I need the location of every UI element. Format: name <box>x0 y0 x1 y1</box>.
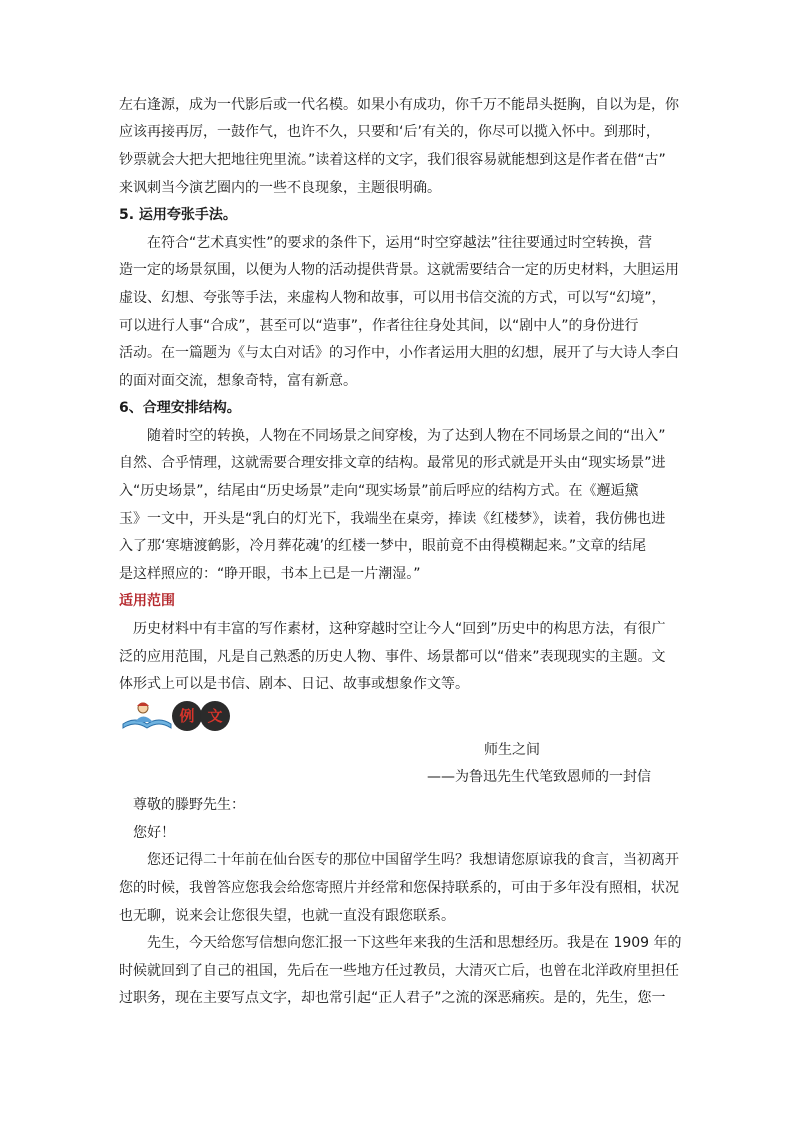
text-line: 自然、合乎情理，这就需要合理安排文章的结构。最常见的形式就是开头由“现实场景”进 <box>119 455 666 471</box>
essay-subtitle: ——为鲁迅先生代笔致恩师的一封信 <box>427 769 651 785</box>
text-line: 也无聊，说来会让您很失望，也就一直没有跟您联系。 <box>119 908 455 924</box>
text-line: 玉》一文中，开头是“乳白的灯光下，我端坐在桌旁，捧读《红楼梦》，读着，我仿佛也进 <box>119 511 666 527</box>
section-heading-5: 5. 运用夸张手法。 <box>119 207 237 223</box>
text-line: 左右逢源，成为一代影后或一代名模。如果小有成功，你千万不能昂头挺胸，自以为是，你 <box>119 97 679 113</box>
text-line: 虚设、幻想、夸张等手法，来虚构人物和故事，可以用书信交流的方式，可以写“幻境”， <box>119 290 666 306</box>
text-line: 钞票就会大把大把地往兜里流。”读着这样的文字，我们很容易就能想到这是作者在借“古” <box>119 152 666 168</box>
text-line: 您的时候，我曾答应您我会给您寄照片并经常和您保持联系的，可由于多年没有照相，状况 <box>119 880 679 896</box>
text-line: 应该再接再厉，一鼓作气，也许不久，只要和‘后’有关的，你尽可以揽入怀中。到那时， <box>119 124 660 140</box>
text-line: 您还记得二十年前在仙台医专的那位中国留学生吗？我想请您原谅我的食言，当初离开 <box>147 852 679 868</box>
text-line: 在符合“艺术真实性”的要求的条件下，运用“时空穿越法”往往要通过时空转换，营 <box>147 235 653 251</box>
logo-char-2: 文 <box>207 707 223 725</box>
text-line: 历史材料中有丰富的写作素材，这种穿越时空让今人“回到”历史中的构思方法，有很广 <box>133 621 666 637</box>
text-line: 先生，今天给您写信想向您汇报一下这些年来我的生活和思想经历。我是在 1909 年的 <box>147 935 682 951</box>
text-line: 泛的应用范围，凡是自己熟悉的历史人物、事件、场景都可以“借来”表现现实的主题。文 <box>119 649 666 665</box>
logo-char-1: 例 <box>179 707 195 725</box>
text-line: 过职务，现在主要写点文字，却也常引起“正人君子”之流的深恶痛疾。是的，先生，您一 <box>119 990 666 1006</box>
scope-heading: 适用范围 <box>119 593 175 609</box>
example-essay-logo <box>119 698 231 734</box>
text-line: 是这样照应的：“睁开眼，书本上已是一片潮湿。” <box>119 566 421 582</box>
text-line: 时候就回到了自己的祖国，先后在一些地方任过教员，大清灭亡后，也曾在北洋政府里担任 <box>119 963 679 979</box>
text-line: 可以进行人事“合成”，甚至可以“造事”，作者往往身处其间，以“剧中人”的身份进行 <box>119 318 639 334</box>
text-line: 造一定的场景氛围，以便为人物的活动提供背景。这就需要结合一定的历史材料，大胆运用 <box>119 262 679 278</box>
text-line: 活动。在一篇题为《与太白对话》的习作中，小作者运用大胆的幻想，展开了与大诗人李白 <box>119 345 679 361</box>
text-line: 随着时空的转换，人物在不同场景之间穿梭，为了达到人物在不同场景之间的“出入” <box>147 428 666 444</box>
student-reading-icon <box>119 698 231 734</box>
letter-salutation: 尊敬的滕野先生： <box>133 797 245 813</box>
letter-greeting: 您好！ <box>133 825 175 841</box>
essay-title: 师生之间 <box>484 742 540 758</box>
section-heading-6: 6、合理安排结构。 <box>119 400 241 416</box>
text-line: 体形式上可以是书信、剧本、日记、故事或想象作文等。 <box>119 676 469 692</box>
text-line: 入“历史场景”，结尾由“历史场景”走向“现实场景”前后呼应的结构方式。在《邂逅黛 <box>119 483 639 499</box>
text-line: 来讽刺当今演艺圈内的一些不良现象，主题很明确。 <box>119 180 441 196</box>
text-line: 的面对面交流，想象奇特，富有新意。 <box>119 373 357 389</box>
text-line: 入了那‘寒塘渡鹤影，冷月葬花魂’的红楼一梦中，眼前竟不由得模糊起来。”文章的结尾 <box>119 538 647 554</box>
